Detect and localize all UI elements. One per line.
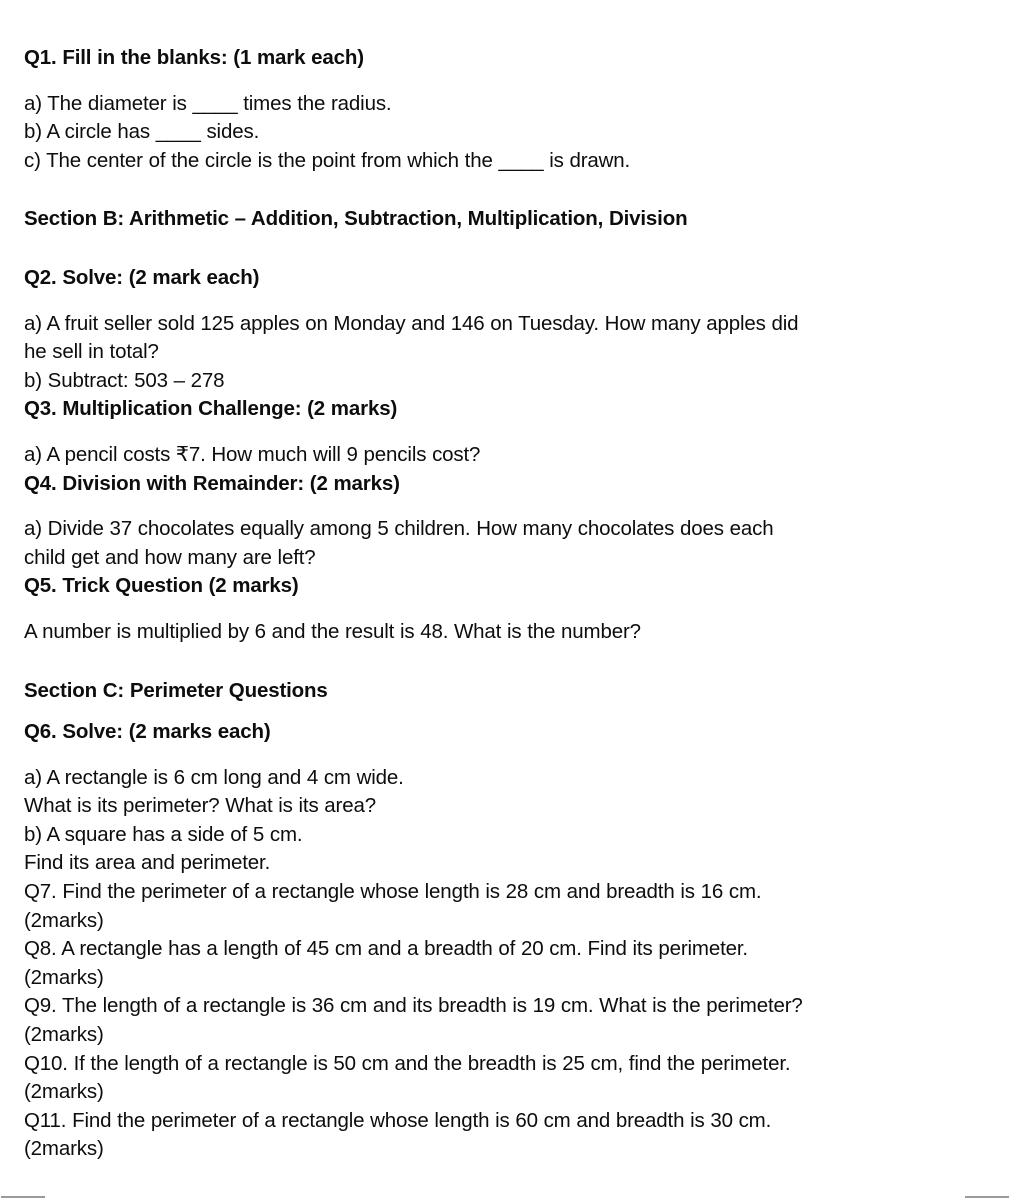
- q8-block: [24, 935, 982, 992]
- q6-items: [24, 764, 982, 878]
- q8-line1: Q8. A rectangle has a length of 45 cm and a breadth of 20 cm. Find its perimeter.: [24, 937, 748, 961]
- q5-heading: Q5. Trick Question (2 marks): [24, 574, 299, 598]
- q3-heading: Q3. Multiplication Challenge: (2 marks): [24, 397, 398, 421]
- q4-item-a-line2: child get and how many are left?: [24, 545, 316, 569]
- section-c-heading: Section C: Perimeter Questions: [24, 678, 328, 702]
- q2-heading: Q2. Solve: (2 mark each): [24, 265, 260, 289]
- q6-item-b-line2: Find its area and perimeter.: [24, 851, 271, 875]
- q3-item-a: a) A pencil costs ₹7. How much will 9 pencils cost?: [24, 442, 481, 466]
- q5-body: A number is multiplied by 6 and the result is 48. What is the number?: [24, 619, 641, 643]
- q9-block: [24, 992, 982, 1049]
- page-crop-mark-right: [965, 1196, 1009, 1198]
- q7-block: [24, 878, 982, 935]
- q2-item-b: b) Subtract: 503 – 278: [24, 368, 225, 392]
- page-crop-mark-left: [1, 1196, 45, 1198]
- q2-item-a-line2: he sell in total?: [24, 340, 159, 364]
- q6-item-a-line2: What is its perimeter? What is its area?: [24, 794, 376, 818]
- worksheet-content: [24, 44, 982, 1164]
- q6-item-b-line1: b) A square has a side of 5 cm.: [24, 822, 303, 846]
- q9-marks: (2marks): [24, 1023, 104, 1047]
- q10-block: [24, 1050, 982, 1107]
- q7-line1: Q7. Find the perimeter of a rectangle whose length is 28 cm and breadth is 16 cm.: [24, 880, 762, 904]
- q7-marks: (2marks): [24, 908, 104, 932]
- q1-item-a: a) The diameter is ____ times the radius.: [24, 91, 392, 115]
- q6-heading: Q6. Solve: (2 marks each): [24, 720, 271, 744]
- q10-marks: (2marks): [24, 1080, 104, 1104]
- q2-item-a-line1: a) A fruit seller sold 125 apples on Monday and 146 on Tuesday. How many apples did: [24, 311, 799, 335]
- q11-marks: (2marks): [24, 1137, 104, 1161]
- q9-line1: Q9. The length of a rectangle is 36 cm and its breadth is 19 cm. What is the perimeter?: [24, 994, 803, 1018]
- q11-block: [24, 1107, 982, 1164]
- q1-heading: Q1. Fill in the blanks: (1 mark each): [24, 46, 364, 69]
- q4-heading: Q4. Division with Remainder: (2 marks): [24, 471, 400, 495]
- q10-line1: Q10. If the length of a rectangle is 50 cm and the breadth is 25 cm, find the perimeter.: [24, 1051, 791, 1075]
- q11-line1: Q11. Find the perimeter of a rectangle whose length is 60 cm and breadth is 30 cm.: [24, 1108, 772, 1132]
- q4-items: [24, 515, 982, 572]
- q6-item-a-line1: a) A rectangle is 6 cm long and 4 cm wide.: [24, 765, 404, 789]
- q1-items: [24, 90, 982, 176]
- section-b-heading: Section B: Arithmetic – Addition, Subtraction, Multiplication, Division: [24, 207, 688, 231]
- q1-item-b: b) A circle has ____ sides.: [24, 120, 260, 144]
- q3-items: [24, 441, 982, 470]
- q8-marks: (2marks): [24, 965, 104, 989]
- q1-item-c: c) The center of the circle is the point from which the ____ is drawn.: [24, 148, 631, 172]
- q4-item-a-line1: a) Divide 37 chocolates equally among 5 children. How many chocolates does each: [24, 517, 774, 541]
- q2-items: [24, 310, 982, 396]
